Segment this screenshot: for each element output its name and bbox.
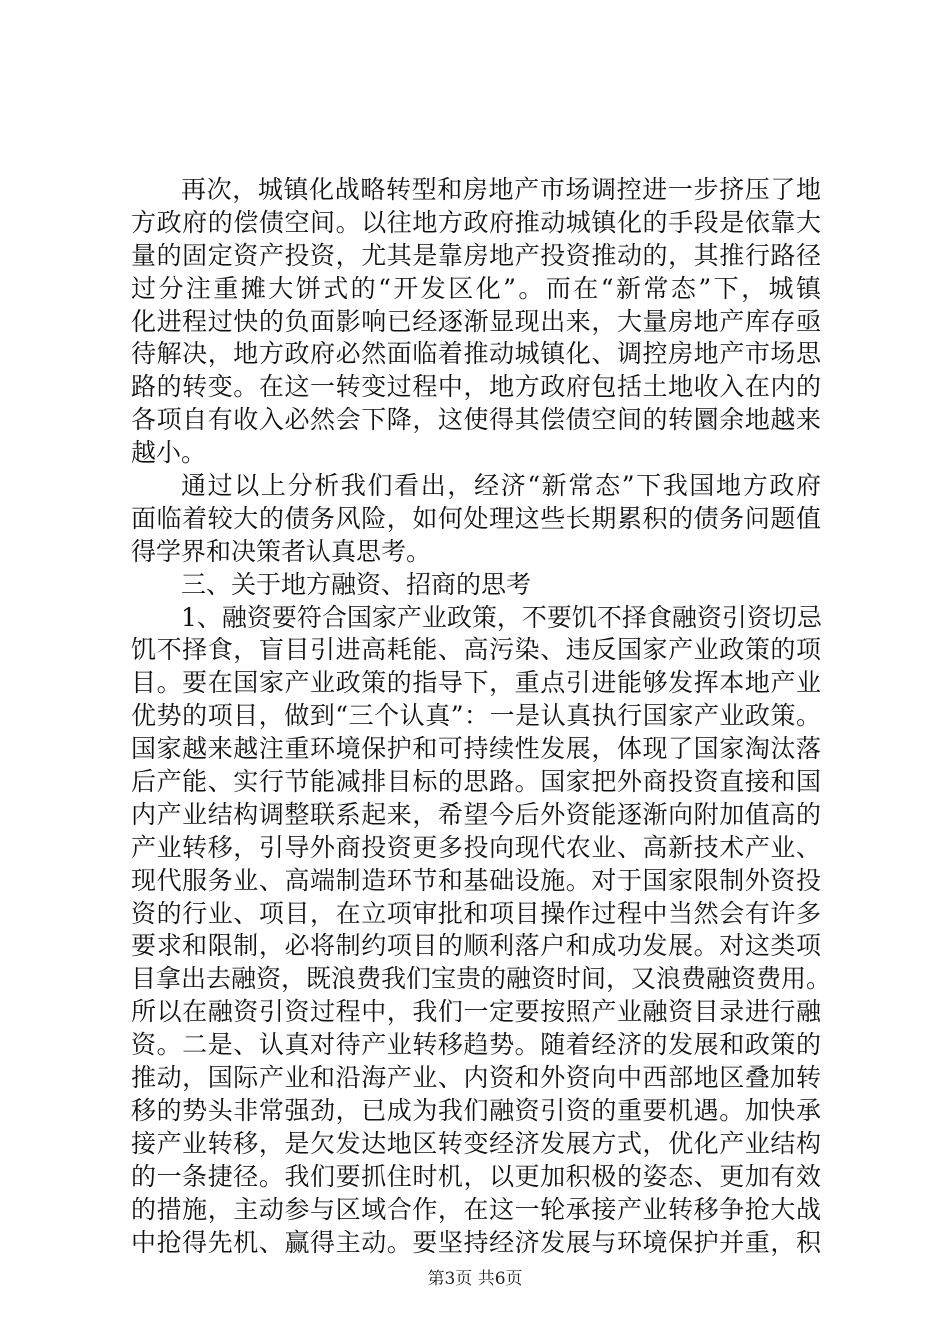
paragraph-line: 内产业结构调整联系起来，希望今后外资能逐渐向附加值高的 <box>131 799 821 829</box>
paragraph-line: 产业转移，引导外商投资更多投向现代农业、高新技术产业、 <box>131 832 821 862</box>
paragraph-line: 目拿出去融资，既浪费我们宝贵的融资时间，又浪费融资费用。 <box>131 964 832 994</box>
paragraph-line: 通过以上分析我们看出，经济“新常态”下我国地方政府 <box>181 471 821 501</box>
paragraph-line: 的措施，主动参与区域合作，在这一轮承接产业转移争抢大战 <box>131 1194 821 1224</box>
paragraph-line: 化进程过快的负面影响已经逐渐显现出来，大量房地产库存亟 <box>131 306 821 336</box>
section-heading: 三、关于地方融资、招商的思考 <box>181 569 532 599</box>
paragraph-line: 优势的项目，做到“三个认真”：一是认真执行国家产业政策。 <box>131 701 821 731</box>
paragraph-line: 饥不择食，盲目引进高耗能、高污染、违反国家产业政策的项 <box>131 635 821 665</box>
paragraph-line: 现代服务业、高端制造环节和基础设施。对于国家限制外资投 <box>131 865 821 895</box>
paragraph-line: 后产能、实行节能减排目标的思路。国家把外商投资直接和国 <box>131 767 821 797</box>
paragraph-line: 方政府的偿债空间。以往地方政府推动城镇化的手段是依靠大 <box>131 207 821 237</box>
paragraph-line: 1、融资要符合国家产业政策，不要饥不择食融资引资切忌 <box>181 602 822 632</box>
page-number-footer: 第3页 共6页 <box>427 1269 523 1289</box>
paragraph-line: 再次，城镇化战略转型和房地产市场调控进一步挤压了地 <box>181 175 821 204</box>
paragraph-line: 量的固定资产投资，尤其是靠房地产投资推动的，其推行路径 <box>131 240 821 270</box>
paragraph-line: 所以在融资引资过程中，我们一定要按照产业融资目录进行融 <box>131 997 821 1027</box>
paragraph-line: 得学界和决策者认真思考。 <box>131 536 432 566</box>
paragraph-line: 待解决，地方政府必然面临着推动城镇化、调控房地产市场思 <box>131 339 821 369</box>
paragraph-line: 中抢得先机、赢得主动。要坚持经济发展与环境保护并重，积 <box>131 1227 821 1257</box>
body-text <box>131 174 832 1259</box>
paragraph-line: 资。二是、认真对待产业转移趋势。随着经济的发展和政策的 <box>131 1030 821 1060</box>
paragraph-line: 各项自有收入必然会下降，这使得其偿债空间的转圜余地越来 <box>131 405 821 435</box>
paragraph-line: 越小。 <box>131 438 207 468</box>
paragraph-line: 推动，国际产业和沿海产业、内资和外资向中西部地区叠加转 <box>131 1063 821 1093</box>
paragraph-line: 国家越来越注重环境保护和可持续性发展，体现了国家淘汰落 <box>131 734 821 764</box>
paragraph-line: 路的转变。在这一转变过程中，地方政府包括土地收入在内的 <box>131 372 821 402</box>
paragraph-line: 要求和限制，必将制约项目的顺利落户和成功发展。对这类项 <box>131 931 821 961</box>
paragraph-line: 接产业转移，是欠发达地区转变经济发展方式，优化产业结构 <box>131 1128 821 1158</box>
paragraph-line: 目。要在国家产业政策的指导下，重点引进能够发挥本地产业 <box>131 668 821 698</box>
paragraph-line: 移的势头非常强劲，已成为我们融资引资的重要机遇。加快承 <box>131 1095 821 1125</box>
paragraph-line: 资的行业、项目，在立项审批和项目操作过程中当然会有许多 <box>131 898 821 928</box>
paragraph-line: 面临着较大的债务风险，如何处理这些长期累积的债务问题值 <box>131 503 821 533</box>
paragraph-line: 过分注重摊大饼式的“开发区化”。而在“新常态”下，城镇 <box>131 273 821 303</box>
paragraph-line: 的一条捷径。我们要抓住时机，以更加积极的姿态、更加有效 <box>131 1161 821 1191</box>
